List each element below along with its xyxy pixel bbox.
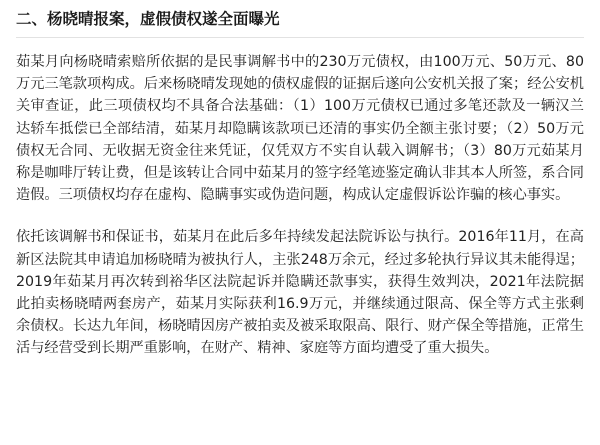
- section-heading: 二、杨晓晴报案，虚假债权遂全面曝光: [16, 10, 280, 28]
- article-paragraph-1: 茹某月向杨晓晴索赔所依据的是民事调解书中的230万元债权，由100万元、50万元、80万元三笔款项构成。后来杨晓晴发现她的债权虚假的证据后遂向公安机关报了案；经公安机关审查证，此三项债权均不具备合法基础：（1）100万元债权已通过多笔还款及一辆汉兰达轿车抵偿已全部结清，茹某月却隐瞒该款项已还清的事实仍全额主张讨要；（2）50万元债权无合同、无收据无资金往来凭证，仅凭双方不实自认载入调解书；（3）80万元茹某月称是咖啡厅转让费，但是该转让合同中茹某月的签字经笔迹鉴定确认非其本人所签，系合同造假。三项债权均存在虚构、隐瞒事实或伪造问题，构成认定虚假诉讼诈骗的核心事实。: [16, 54, 584, 204]
- article-paragraph-2: 依托该调解书和保证书，茹某月在此后多年持续发起法院诉讼与执行。2016年11月，在高新区法院其申请追加杨晓晴为被执行人，主张248万余元，经过多轮执行异议其未能得逞；2019年茹某月再次转到裕华区法院起诉并隐瞒还款事实，获得生效判决，2021年法院据此拍卖杨晓晴两套房产，茹某月实际获利16.9万元，并继续通过限高、保全等方式主张剩余债权。长达九年间，杨晓晴因房产被拍卖及被采取限高、限行、财产保全等措施，正常生活与经营受到长期严重影响，在财产、精神、家庭等方面均遭受了重大损失。: [16, 229, 584, 357]
- heading-divider: [16, 37, 584, 38]
